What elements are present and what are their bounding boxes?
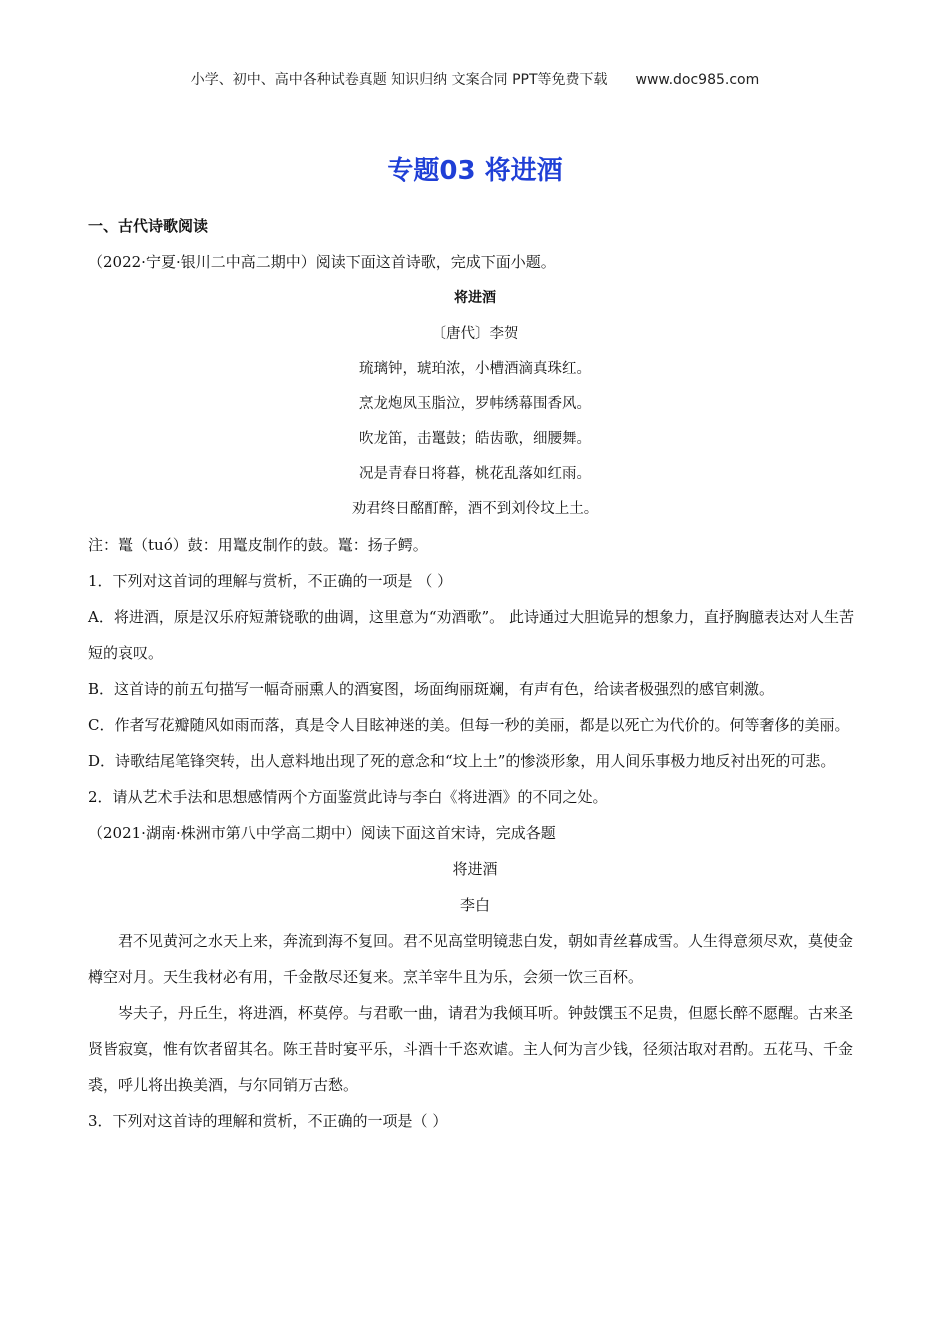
question-3: 3．下列对这首诗的理解和赏析，不正确的一项是（ ） (88, 1112, 448, 1130)
document-body (88, 208, 862, 1139)
part2-poem-paragraph: 岑夫子，丹丘生，将进酒，杯莫停。与君歌一曲，请君为我倾耳听。钟鼓馔玉不足贵，但愿长醉不愿醒。古来圣贤皆寂寞，惟有饮者留其名。陈王昔时宴平乐，斗酒十千恣欢谑。主人何为言少钱，径须沽取对君酌。五花马、千金裘，呼儿将出换美酒，与尔同销万古愁。 (88, 1004, 854, 1094)
part1-note: 注：鼍（tuó）鼓：用鼍皮制作的鼓。鼍：扬子鳄。 (88, 536, 428, 554)
question-1-option-d: D．诗歌结尾笔锋突转，出人意料地出现了死的意念和“坟上土”的惨淡形象，用人间乐事极力地反衬出死的可悲。 (88, 752, 836, 770)
poem-line: 劝君终日酩酊醉，酒不到刘伶坟上土。 (351, 501, 599, 517)
section-heading: 一、古代诗歌阅读 (88, 217, 209, 235)
poem-line: 况是青春日将暮，桃花乱落如红雨。 (359, 466, 591, 482)
poem-line: 烹龙炮凤玉脂泣，罗帏绣幕围香风。 (359, 396, 591, 412)
question-2: 2．请从艺术手法和思想感情两个方面鉴赏此诗与李白《将进酒》的不同之处。 (88, 788, 608, 806)
part1-poem-title: 将进酒 (454, 290, 496, 306)
part2-poem-author: 李白 (459, 896, 490, 914)
part2-source: （2021·湖南·株洲市第八中学高二期中）阅读下面这首宋诗，完成各题 (88, 824, 556, 842)
part2-poem-paragraph: 君不见黄河之水天上来，奔流到海不复回。君不见高堂明镜悲白发，朝如青丝暮成雪。人生得意须尽欢，莫使金樽空对月。天生我材必有用，千金散尽还复来。烹羊宰牛且为乐，会须一饮三百杯。 (88, 932, 854, 986)
document-title: 专题03 将进酒 (387, 156, 563, 186)
question-1-option-a: A．将进酒，原是汉乐府短萧铙歌的曲调，这里意为“劝酒歌”。 此诗通过大胆诡异的想象力，直抒胸臆表达对人生苦短的哀叹。 (88, 608, 854, 662)
poem-line: 吹龙笛，击鼍鼓；皓齿歌，细腰舞。 (359, 431, 591, 447)
part1-source: （2022·宁夏·银川二中高二期中）阅读下面这首诗歌，完成下面小题。 (88, 253, 556, 271)
question-1-option-b: B．这首诗的前五句描写一幅奇丽熏人的酒宴图，场面绚丽斑斓，有声有色，给读者极强烈的感官刺激。 (88, 680, 775, 698)
header-text: 小学、初中、高中各种试卷真题 知识归纳 文案合同 PPT等免费下载 (190, 72, 608, 88)
header-site[interactable]: www.doc985.com (635, 72, 760, 88)
part1-poem-author: 〔唐代〕李贺 (431, 326, 519, 342)
question-1: 1．下列对这首词的理解与赏析，不正确的一项是 （ ） (88, 572, 453, 590)
poem-line: 琉璃钟，琥珀浓，小槽酒滴真珠红。 (359, 361, 591, 377)
question-1-option-c: C．作者写花瓣随风如雨而落，真是令人目眩神迷的美。但每一秒的美丽，都是以死亡为代价的。何等奢侈的美丽。 (88, 716, 850, 734)
part2-poem-title: 将进酒 (452, 860, 498, 878)
page-header (0, 69, 950, 89)
